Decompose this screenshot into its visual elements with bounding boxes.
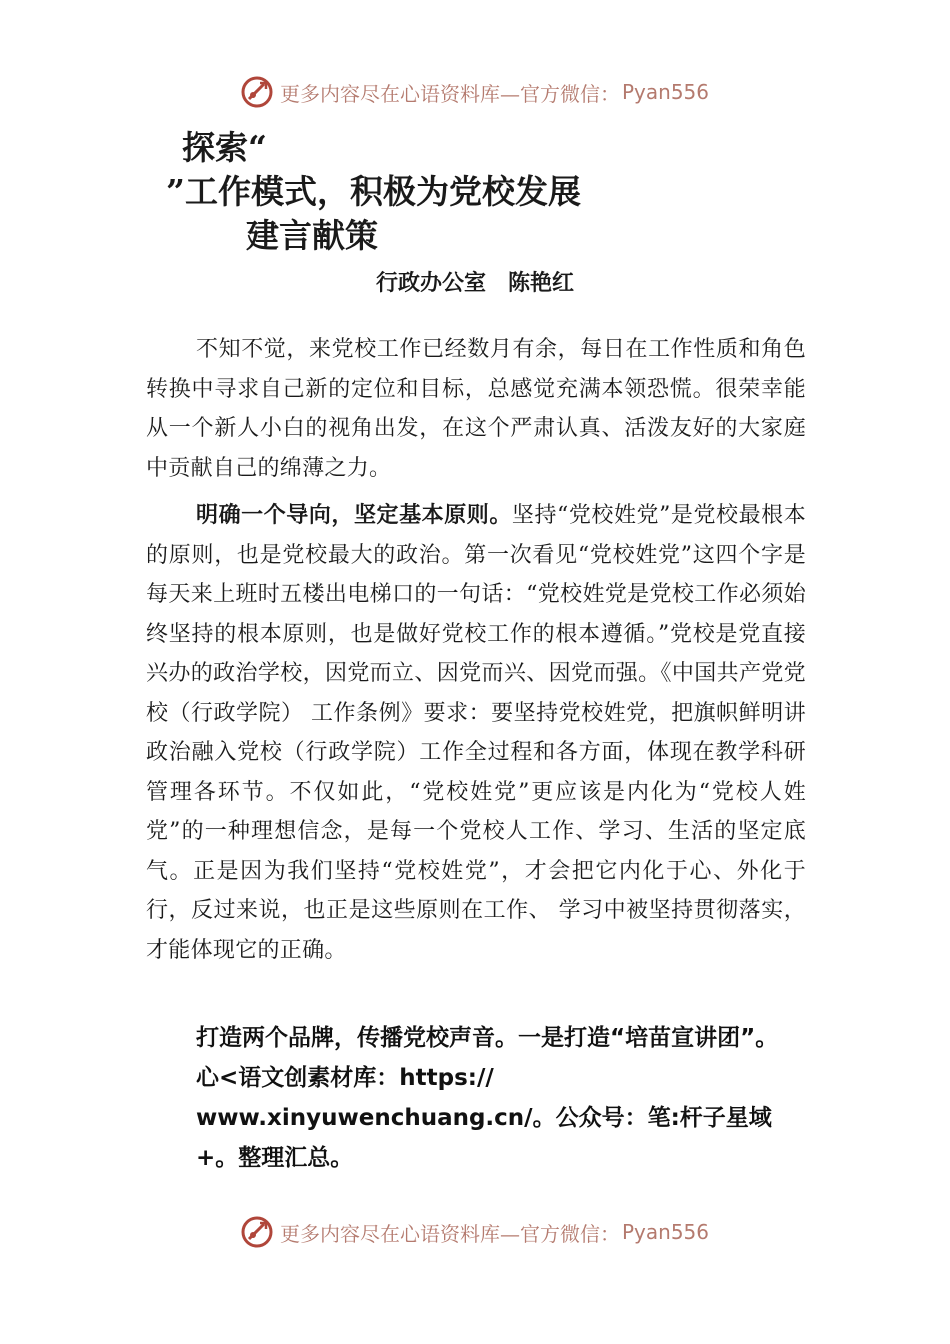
watermark-banner-bottom — [240, 1210, 760, 1254]
promo-block — [196, 1018, 856, 1178]
watermark-wechat-id: Pyan556 — [622, 1220, 710, 1244]
promo-line-2: 心<语文创素材库：https:// — [196, 1065, 494, 1091]
document-body — [146, 330, 806, 978]
watermark-text: 更多内容尽在心语资料库—官方微信： — [280, 81, 620, 106]
promo-line-4: +。整理汇总。 — [196, 1145, 354, 1171]
watermark-banner-top — [240, 70, 760, 114]
watermark-text: 更多内容尽在心语资料库—官方微信： — [280, 1221, 620, 1246]
brand-logo-icon — [240, 75, 274, 109]
paragraph-intro: 不知不觉，来党校工作已经数月有余，每日在工作性质和角色转换中寻求自己新的定位和目标，总感觉充满本领恐慌。很荣幸能从一个新人小白的视角出发，在这个严肃认真、活泼友好的大家庭中贡献自己的绵薄之力。 — [146, 337, 806, 481]
author-byline: 行政办公室 陈艳红 — [375, 271, 574, 296]
paragraph-principle-text: 坚持“党校姓党”是党校最根本的原则，也是党校最大的政治。第一次看见“党校姓党”这四个字是每天来上班时五楼出电梯口的一句话：“党校姓党是党校工作必须始终坚持的根本原则，也是做好党校工作的根本遵循。”党校是党直接兴办的政治学校，因党而立、因党而兴、因党而强。《中国共产党党校（行政学院） 工作条例》要求：要坚持党校姓党，把旗帜鲜明讲政治融入党校（行政学院）工作全过程和各方面，体现在教学科研管理各环节。不仅如此，“党校姓党”更应该是内化为“党校人姓党”的一种理想信念，是每一个党校人工作、学习、生活的坚定底气。正是因为我们坚持“党校姓党”，才会把它内化于心、外化于行，反过来说，也正是这些原则在工作、 学习中被坚持贯彻落实，才能体现它的正确。 — [146, 503, 807, 963]
brand-logo-icon — [240, 1215, 274, 1249]
title-line-2: ”工作模式，积极为党校发展 — [166, 172, 581, 211]
promo-line-3: www.xinyuwenchuang.cn/。公众号：笔:杆子星域 — [196, 1105, 772, 1131]
title-line-1: 探索“ — [182, 128, 267, 167]
watermark-wechat-id: Pyan556 — [622, 80, 710, 104]
title-line-3: 建言献策 — [246, 216, 378, 255]
paragraph-principle — [146, 496, 806, 970]
paragraph-principle-heading: 明确一个导向，坚定基本原则。 — [196, 503, 512, 528]
promo-line-1: 打造两个品牌，传播党校声音。一是打造“培苗宣讲团”。 — [196, 1025, 779, 1051]
